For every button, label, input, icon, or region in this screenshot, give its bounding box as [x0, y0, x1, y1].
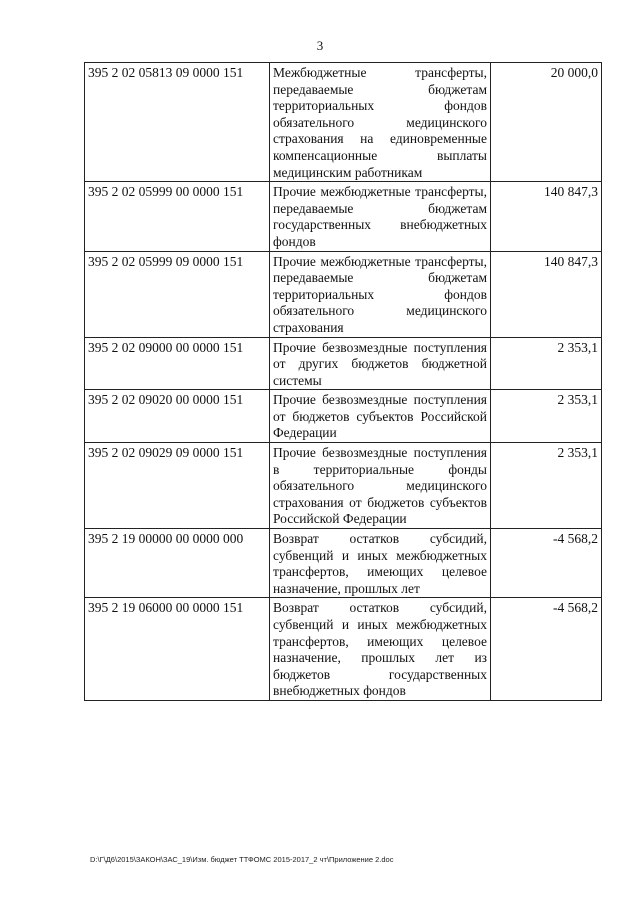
item-name: Прочие межбюджетные трансферты, передаваемые бюджетам государственных внебюджетных фондов: [270, 182, 491, 251]
budget-table: [84, 62, 602, 701]
table-row: [85, 182, 602, 251]
table-row: [85, 337, 602, 390]
item-amount: 2 353,1: [491, 337, 602, 390]
budget-code: 395 2 02 09029 09 0000 151: [85, 443, 270, 529]
table-row: [85, 598, 602, 701]
item-amount: 140 847,3: [491, 251, 602, 337]
table-row: [85, 529, 602, 598]
budget-code: 395 2 02 09000 00 0000 151: [85, 337, 270, 390]
budget-code: 395 2 02 09020 00 0000 151: [85, 390, 270, 443]
page-number: 3: [316, 38, 324, 53]
item-name: Прочие безвозмездные поступления в территориальные фонды обязательного медицинского страхования от бюджетов субъектов Российской Федерации: [270, 443, 491, 529]
item-name: Прочие безвозмездные поступления от других бюджетов бюджетной системы: [270, 337, 491, 390]
budget-code: 395 2 02 05813 09 0000 151: [85, 63, 270, 182]
item-name: Возврат остатков субсидий, субвенций и иных межбюджетных трансфертов, имеющих целевое назначение, прошлых лет: [270, 529, 491, 598]
item-amount: -4 568,2: [491, 529, 602, 598]
item-name: Возврат остатков субсидий, субвенций и иных межбюджетных трансфертов, имеющих целевое назначение, прошлых лет из бюджетов государственных внебюджетных фондов: [270, 598, 491, 701]
table-row: [85, 63, 602, 182]
item-amount: 2 353,1: [491, 443, 602, 529]
budget-code: 395 2 02 05999 09 0000 151: [85, 251, 270, 337]
item-name: Прочие межбюджетные трансферты, передаваемые бюджетам территориальных фондов обязательного медицинского страхования: [270, 251, 491, 337]
item-amount: -4 568,2: [491, 598, 602, 701]
item-name: Межбюджетные трансферты, передаваемые бюджетам территориальных фондов обязательного медицинского страхования на единовременные компенсационные выплаты медицинским работникам: [270, 63, 491, 182]
budget-code: 395 2 19 06000 00 0000 151: [85, 598, 270, 701]
table-row: [85, 390, 602, 443]
item-amount: 20 000,0: [491, 63, 602, 182]
budget-code: 395 2 19 00000 00 0000 000: [85, 529, 270, 598]
file-path-footer: D:\Г\Д6\2015\ЗАКОН\ЗАС_19\Изм. бюджет ТТФОМС 2015-2017_2 чт\Приложение 2.doc: [90, 855, 394, 864]
budget-code: 395 2 02 05999 00 0000 151: [85, 182, 270, 251]
table-row: [85, 443, 602, 529]
item-name: Прочие безвозмездные поступления от бюджетов субъектов Российской Федерации: [270, 390, 491, 443]
item-amount: 140 847,3: [491, 182, 602, 251]
table-row: [85, 251, 602, 337]
item-amount: 2 353,1: [491, 390, 602, 443]
